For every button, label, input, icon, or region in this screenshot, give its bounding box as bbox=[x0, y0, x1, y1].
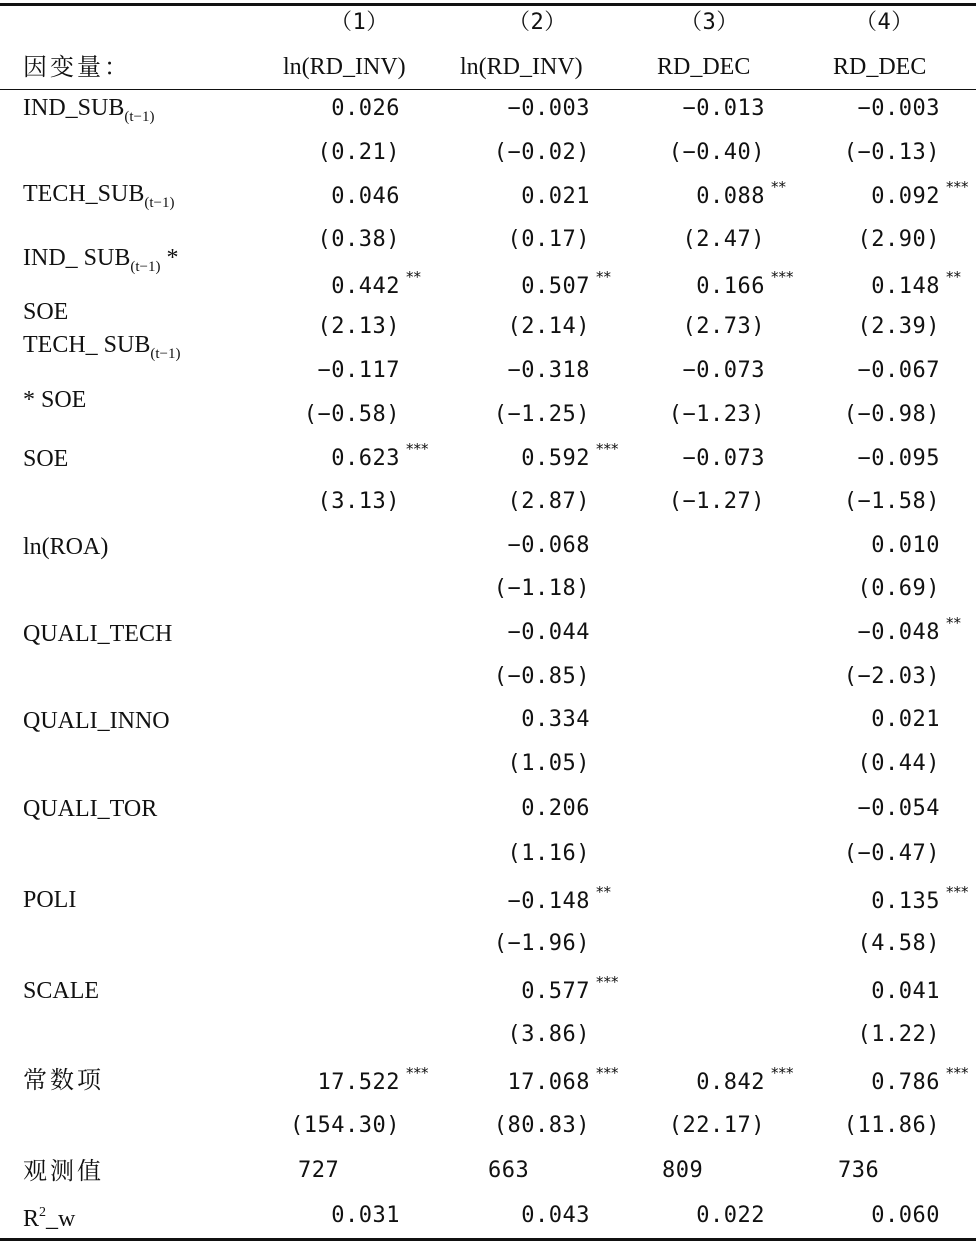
value-tech-sub-col1: 0.046 bbox=[331, 184, 400, 209]
significance-stars-ind-soe-col1: ** bbox=[406, 268, 421, 286]
label-soe: SOE bbox=[23, 446, 69, 472]
header-rule bbox=[0, 89, 976, 90]
value-tech-soe-col2: −0.318 bbox=[507, 358, 590, 383]
value-soe-col1: 0.623 bbox=[331, 446, 400, 471]
value-quali-tor-t-col4: (−0.47) bbox=[843, 841, 940, 866]
col-num-3: （3） bbox=[680, 10, 739, 35]
significance-stars-poli-col4: *** bbox=[946, 883, 969, 901]
label-constant: 常数项 bbox=[23, 1066, 104, 1094]
value-quali-tech-t-col4: (−2.03) bbox=[843, 664, 940, 689]
label-tech-sub-soe: TECH_ $SUB_{(t-1)}$ bbox=[23, 332, 181, 362]
value-tech-sub-t-col3: (2.47) bbox=[682, 227, 765, 252]
value-quali-tor-col4: −0.054 bbox=[857, 796, 940, 821]
value-ind-soe-col2: 0.507 bbox=[521, 274, 590, 299]
label-tech-sub: $TECH\_SUB_{(t-1)}$ bbox=[23, 181, 175, 211]
value-ind-sub-col3: −0.013 bbox=[682, 96, 765, 121]
value-obs-col3: 809 bbox=[662, 1158, 704, 1183]
value-r2-col1: 0.031 bbox=[331, 1203, 400, 1228]
value-quali-inno-col4: 0.021 bbox=[871, 707, 940, 732]
significance-stars-soe-col2: *** bbox=[596, 440, 619, 458]
value-const-col3: 0.842 bbox=[696, 1070, 765, 1095]
value-tech-soe-t-col3: (−1.23) bbox=[668, 402, 765, 427]
col-num-4: （4） bbox=[855, 10, 914, 35]
value-r2-col2: 0.043 bbox=[521, 1203, 590, 1228]
value-ln-roa-col4: 0.010 bbox=[871, 533, 940, 558]
significance-stars-scale-col2: *** bbox=[596, 973, 619, 991]
value-ind-sub-col4: −0.003 bbox=[857, 96, 940, 121]
value-ind-soe-col3: 0.166 bbox=[696, 274, 765, 299]
value-tech-sub-t-col2: (0.17) bbox=[507, 227, 590, 252]
value-soe-t-col3: (−1.27) bbox=[668, 489, 765, 514]
label-observations: 观测值 bbox=[23, 1157, 104, 1185]
value-ind-sub-col2: −0.003 bbox=[507, 96, 590, 121]
bottom-rule bbox=[0, 1238, 976, 1241]
top-rule bbox=[0, 3, 976, 6]
significance-stars-ind-soe-col2: ** bbox=[596, 268, 611, 286]
col-num-1: （1） bbox=[330, 10, 389, 35]
value-poli-t-col2: (−1.96) bbox=[493, 931, 590, 956]
value-quali-inno-t-col4: (0.44) bbox=[857, 751, 940, 776]
dep-var-1: ln(RD_INV) bbox=[283, 54, 406, 80]
value-quali-tech-col4: −0.048 bbox=[857, 620, 940, 645]
value-scale-col4: 0.041 bbox=[871, 979, 940, 1004]
value-tech-sub-col2: 0.021 bbox=[521, 184, 590, 209]
value-const-t-col2: (80.83) bbox=[493, 1113, 590, 1138]
value-quali-tor-col2: 0.206 bbox=[521, 796, 590, 821]
value-ln-roa-t-col2: (−1.18) bbox=[493, 576, 590, 601]
value-poli-col4: 0.135 bbox=[871, 889, 940, 914]
value-obs-col4: 736 bbox=[838, 1158, 880, 1183]
value-ind-soe-t-col2: (2.14) bbox=[507, 314, 590, 339]
significance-stars-quali-tech-col4: ** bbox=[946, 614, 961, 632]
value-ind-soe-t-col4: (2.39) bbox=[857, 314, 940, 339]
value-soe-t-col4: (−1.58) bbox=[843, 489, 940, 514]
value-quali-tech-t-col2: (−0.85) bbox=[493, 664, 590, 689]
value-quali-tech-col2: −0.044 bbox=[507, 620, 590, 645]
label-ind-sub: $IND\_SUB_{(t-1)}$ bbox=[23, 95, 155, 125]
value-ind-soe-t-col1: (2.13) bbox=[317, 314, 400, 339]
value-poli-col2: −0.148 bbox=[507, 889, 590, 914]
significance-stars-const-col3: *** bbox=[771, 1064, 794, 1082]
significance-stars-tech-sub-col4: *** bbox=[946, 178, 969, 196]
significance-stars-const-col2: *** bbox=[596, 1064, 619, 1082]
value-ind-sub-t-col2: (−0.02) bbox=[493, 140, 590, 165]
dep-var-4: RD_DEC bbox=[833, 54, 927, 80]
significance-stars-ind-soe-col4: ** bbox=[946, 268, 961, 286]
value-ind-sub-t-col4: (−0.13) bbox=[843, 140, 940, 165]
label-ln-roa: ln(ROA) bbox=[23, 534, 109, 560]
significance-stars-tech-sub-col3: ** bbox=[771, 178, 786, 196]
label-quali-tech: QUALI_TECH bbox=[23, 621, 173, 647]
value-const-t-col4: (11.86) bbox=[843, 1113, 940, 1138]
value-tech-sub-col4: 0.092 bbox=[871, 184, 940, 209]
value-obs-col2: 663 bbox=[488, 1158, 530, 1183]
dep-var-label: 因变量： bbox=[23, 53, 131, 81]
value-const-col1: 17.522 bbox=[317, 1070, 400, 1095]
value-tech-soe-t-col2: (−1.25) bbox=[493, 402, 590, 427]
label-scale: SCALE bbox=[23, 978, 100, 1004]
significance-stars-ind-soe-col3: *** bbox=[771, 268, 794, 286]
value-tech-soe-t-col4: (−0.98) bbox=[843, 402, 940, 427]
value-const-col2: 17.068 bbox=[507, 1070, 590, 1095]
value-scale-col2: 0.577 bbox=[521, 979, 590, 1004]
label-tech-sub-soe-2: * SOE bbox=[23, 387, 87, 413]
value-tech-sub-t-col4: (2.90) bbox=[857, 227, 940, 252]
value-obs-col1: 727 bbox=[298, 1158, 340, 1183]
value-quali-tor-t-col2: (1.16) bbox=[507, 841, 590, 866]
value-tech-sub-t-col1: (0.38) bbox=[317, 227, 400, 252]
value-ln-roa-t-col4: (0.69) bbox=[857, 576, 940, 601]
label-ind-sub-soe-2: SOE bbox=[23, 299, 69, 325]
value-r2-col4: 0.060 bbox=[871, 1203, 940, 1228]
value-r2-col3: 0.022 bbox=[696, 1203, 765, 1228]
value-const-t-col1: (154.30) bbox=[290, 1113, 400, 1138]
value-scale-t-col4: (1.22) bbox=[857, 1022, 940, 1047]
significance-stars-soe-col1: *** bbox=[406, 440, 429, 458]
value-quali-inno-col2: 0.334 bbox=[521, 707, 590, 732]
label-quali-inno: QUALI_INNO bbox=[23, 708, 170, 734]
value-ind-soe-col1: 0.442 bbox=[331, 274, 400, 299]
value-soe-col4: −0.095 bbox=[857, 446, 940, 471]
value-ind-sub-t-col1: (0.21) bbox=[317, 140, 400, 165]
value-tech-soe-col3: −0.073 bbox=[682, 358, 765, 383]
value-ind-sub-col1: 0.026 bbox=[331, 96, 400, 121]
value-poli-t-col4: (4.58) bbox=[857, 931, 940, 956]
value-tech-soe-col1: −0.117 bbox=[317, 358, 400, 383]
value-tech-soe-t-col1: (−0.58) bbox=[303, 402, 400, 427]
value-tech-soe-col4: −0.067 bbox=[857, 358, 940, 383]
value-soe-t-col1: (3.13) bbox=[317, 489, 400, 514]
significance-stars-const-col1: *** bbox=[406, 1064, 429, 1082]
significance-stars-poli-col2: ** bbox=[596, 883, 611, 901]
value-quali-inno-t-col2: (1.05) bbox=[507, 751, 590, 776]
value-const-col4: 0.786 bbox=[871, 1070, 940, 1095]
value-scale-t-col2: (3.86) bbox=[507, 1022, 590, 1047]
value-ind-sub-t-col3: (−0.40) bbox=[668, 140, 765, 165]
value-ind-soe-t-col3: (2.73) bbox=[682, 314, 765, 339]
value-ln-roa-col2: −0.068 bbox=[507, 533, 590, 558]
value-soe-col2: 0.592 bbox=[521, 446, 590, 471]
label-r2-within: $R^2\_w$ bbox=[23, 1205, 76, 1232]
value-const-t-col3: (22.17) bbox=[668, 1113, 765, 1138]
value-tech-sub-col3: 0.088 bbox=[696, 184, 765, 209]
significance-stars-const-col4: *** bbox=[946, 1064, 969, 1082]
dep-var-2: ln(RD_INV) bbox=[460, 54, 583, 80]
dep-var-3: RD_DEC bbox=[657, 54, 751, 80]
col-num-2: （2） bbox=[508, 10, 567, 35]
label-quali-tor: QUALI_TOR bbox=[23, 796, 158, 822]
label-ind-sub-soe: IND_ $SUB_{(t-1)}$ * bbox=[23, 245, 179, 275]
value-soe-col3: −0.073 bbox=[682, 446, 765, 471]
value-ind-soe-col4: 0.148 bbox=[871, 274, 940, 299]
value-soe-t-col2: (2.87) bbox=[507, 489, 590, 514]
label-poli: POLI bbox=[23, 887, 77, 913]
